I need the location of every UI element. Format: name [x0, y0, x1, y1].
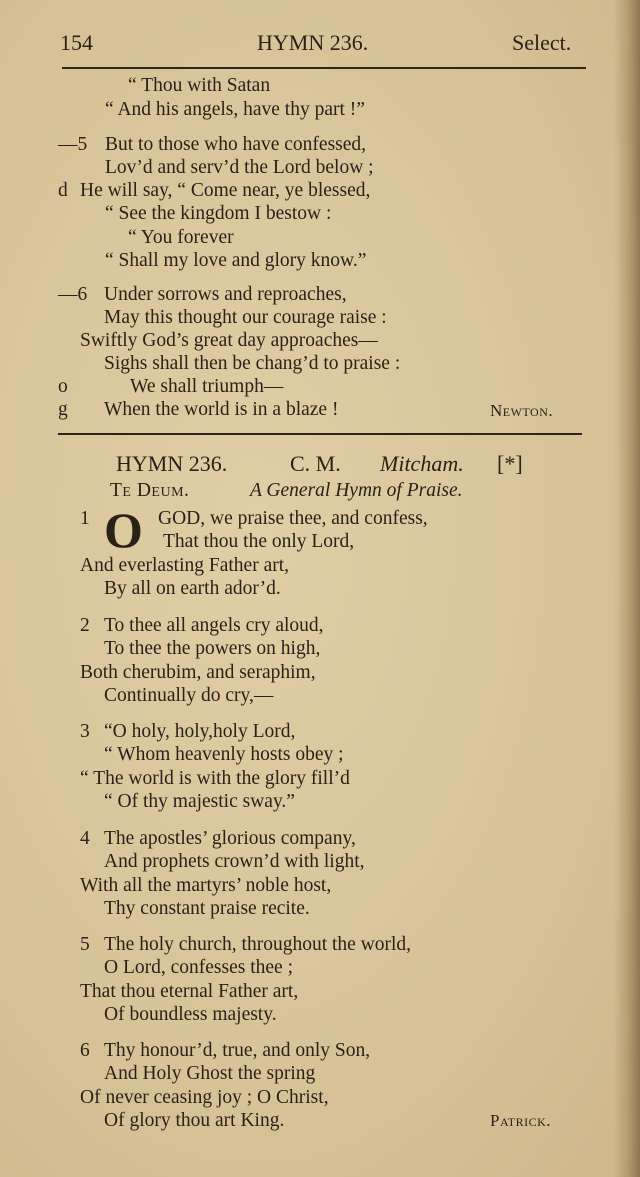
stanza-number: 2: [80, 615, 90, 636]
stanza-number: 6: [80, 1040, 90, 1061]
dynamic-mark: g: [58, 399, 68, 420]
verse-line: To thee the powers on high,: [104, 638, 321, 660]
verse-line: Under sorrows and reproaches,: [104, 284, 347, 305]
dynamic-mark: d: [58, 180, 68, 201]
verse-line: “ The world is with the glory fill’d: [80, 767, 350, 789]
verse-line: The holy church, throughout the world,: [104, 934, 412, 955]
verse-line: We shall triumph—: [130, 376, 284, 397]
verse-line: That thou eternal Father art,: [80, 980, 299, 1002]
verse-line: Lov’d and serv’d the Lord below ;: [105, 157, 374, 178]
stanza-number: 4: [80, 828, 90, 849]
verse-line: “ Thou with Satan: [128, 75, 271, 96]
verse-line: And Holy Ghost the spring: [104, 1063, 316, 1085]
author-attribution: Newton.: [490, 401, 554, 420]
verse-line: But to those who have confessed,: [105, 134, 367, 155]
stanza-number: 1: [80, 508, 90, 529]
hymn-meter: C. M.: [290, 451, 341, 476]
verse-line: By all on earth ador’d.: [104, 577, 281, 599]
verse-line: Both cherubim, and seraphim,: [80, 661, 316, 683]
verse-line: O Lord, confesses thee ;: [104, 957, 293, 979]
verse-line: Thy honour’d, true, and only Son,: [104, 1040, 371, 1061]
verse-line: The apostles’ glorious company,: [104, 828, 356, 849]
hymn-divider: [58, 433, 582, 435]
verse-line: “O holy, holy,holy Lord,: [104, 721, 296, 742]
hymn-tune: Mitcham.: [380, 451, 464, 476]
drop-cap: O: [104, 502, 143, 558]
header-rule: [62, 67, 586, 69]
hymn-mark: [*]: [497, 451, 523, 476]
author-attribution: Patrick.: [490, 1111, 552, 1130]
stanza-number: 5: [80, 934, 90, 955]
verse-line: Of glory thou art King.: [104, 1109, 285, 1131]
verse-line: Thy constant praise recite.: [104, 897, 310, 919]
hymn-subtitle: A General Hymn of Praise.: [250, 480, 463, 501]
verse-line: “ Shall my love and glory know.”: [105, 250, 367, 271]
section-label: Select.: [512, 30, 572, 55]
running-title: HYMN 236.: [257, 30, 369, 55]
verse-line: May this thought our courage raise :: [104, 307, 387, 328]
verse-line: That thou the only Lord,: [163, 531, 355, 553]
dynamic-mark: o: [58, 376, 68, 397]
verse-line: With all the martyrs’ noble host,: [80, 874, 332, 896]
verse-line: To thee all angels cry aloud,: [104, 615, 324, 636]
verse-line: Continually do cry,—: [104, 684, 274, 706]
verse-line: And everlasting Father art,: [80, 554, 290, 576]
verse-line: When the world is in a blaze !: [104, 399, 339, 420]
page-number: 154: [60, 30, 93, 55]
stanza-number: —6: [58, 284, 88, 305]
verse-line: “ And his angels, have thy part !”: [105, 99, 365, 120]
verse-line: “ You forever: [128, 227, 234, 248]
verse-line: “ See the kingdom I bestow :: [105, 203, 332, 224]
verse-line: And prophets crown’d with light,: [104, 851, 365, 873]
verse-line: “ Of thy majestic sway.”: [104, 790, 295, 812]
verse-line: GOD, we praise thee, and confess,: [158, 508, 428, 529]
hymn-subtitle-latin: Te Deum.: [110, 480, 190, 501]
verse-line: Sighs shall then be chang’d to praise :: [104, 353, 401, 374]
verse-line: Of never ceasing joy ; O Christ,: [80, 1086, 329, 1108]
verse-line: Of boundless majesty.: [104, 1003, 277, 1025]
stanza-number: —5: [58, 134, 88, 155]
page-gutter-shadow: [614, 0, 640, 1177]
verse-line: He will say, “ Come near, ye blessed,: [80, 180, 371, 201]
hymn-title: HYMN 236.: [116, 451, 228, 476]
verse-line: “ Whom heavenly hosts obey ;: [104, 744, 344, 766]
verse-line: Swiftly God’s great day approaches—: [80, 330, 378, 351]
stanza-number: 3: [80, 721, 90, 742]
